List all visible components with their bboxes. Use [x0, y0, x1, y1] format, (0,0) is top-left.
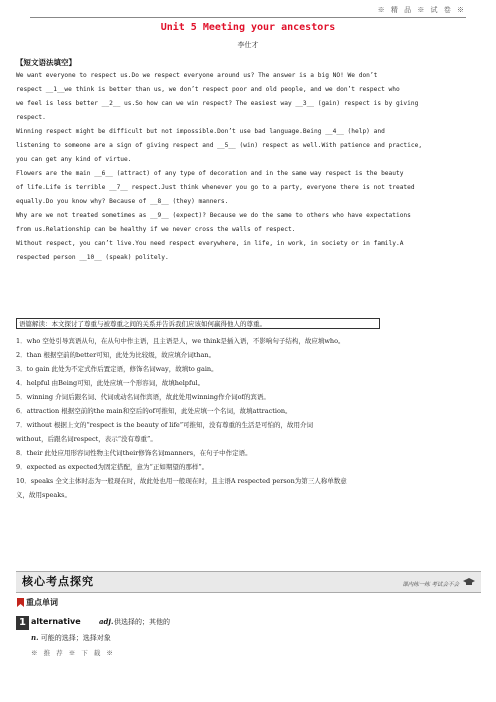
answer-line: 4．helpful 由Being可知，此处应填一个形容词，故填helpful。 [16, 379, 205, 387]
answer-line: 2．than 根据空前的better可知，此处为比较级，故应填介词than。 [16, 351, 216, 359]
section-title: 【短文语法填空】 [16, 58, 76, 67]
passage [16, 69, 481, 265]
answer-line: 7．without 根据上文的“respect is the beauty of life”可推知，没有尊重的生活是可怕的，故用介词 [16, 421, 314, 429]
author: 李仕才 [237, 41, 259, 49]
graduation-cap-icon [463, 576, 475, 588]
answer-line: 9．expected as expected为固定搭配，意为“正如期望的那样”。 [16, 463, 209, 471]
answer-line: 6．attraction 根据空前的the main和空后的of可推知，此处应填一个名词，故填attraction。 [16, 407, 292, 415]
passage-line: Winning respect might be difficult but not impossible.Don’t use bad language.Being __4__ (help) and [16, 128, 385, 135]
passage-line: respect. [16, 114, 46, 121]
header-divider [30, 17, 466, 18]
keyword-definition: 供选择的；其他的 [114, 618, 170, 626]
core-section-banner [16, 571, 481, 593]
keyword-number: 1 [16, 616, 29, 630]
passage-line: equally.Do you know why? Because of __8__ (they) manners. [16, 198, 229, 205]
keyword-pos: adj. [99, 617, 114, 626]
passage-line: respect __1__we think is better than us, we don’t respect poor and old people, and we don’t respect who [16, 86, 400, 93]
passage-line: listening to someone are a sign of giving respect and __5__ (win) respect as well.With patience and practice, [16, 142, 423, 149]
passage-line: Why are we not treated sometimes as __9__ (expect)? Because we do the same to others who have expectations [16, 212, 411, 219]
passage-line: of life.Life is terrible __7__ respect.Just think whenever you go to a party, everyone there is not treated [16, 184, 415, 191]
subheading: 重点单词 [26, 598, 58, 607]
answer-line: 10．speaks 全文主体时态为一般现在时，故此处也用一般现在时，且主语A respected person为第三人称单数意 [16, 477, 347, 485]
answer-line: 8．their 此处应用形容词性物主代词their修饰名词manners，在句子中作定语。 [16, 449, 252, 457]
banner-slogan: 课内练一练 考试会不会 [402, 582, 459, 588]
passage-line: Flowers are the main __6__ (attract) of any type of decoration and in the same way respect is the beauty [16, 170, 404, 177]
banner-title: 核心考点探究 [22, 575, 94, 588]
answer-key [16, 334, 481, 502]
keyword-definition2: 可能的选择；选择对象 [40, 634, 111, 642]
footer-watermark: ※ 推 荐 ※ 下 载 ※ [31, 649, 115, 657]
answer-line: 义，故用speaks。 [16, 491, 71, 499]
passage-line: Without respect, you can’t live.You need respect everywhere, in life, in work, in society or in family.A [16, 240, 404, 247]
keyword-word: alternative [31, 617, 81, 626]
passage-line: you can get any kind of virtue. [16, 156, 132, 163]
answer-line: without，后跟名词respect，表示“没有尊重”。 [16, 435, 157, 443]
bookmark-icon [17, 598, 24, 607]
keyword-pos2: n. [31, 633, 39, 642]
page-title: Unit 5 Meeting your ancestors [160, 22, 336, 33]
passage-line: we feel is less better __2__ us.So how can we win respect? The easiest way __3__ (gain) respect is by giving [16, 100, 419, 107]
answer-line: 5．winning 介词后跟名词、代词或动名词作宾语，故此处用winning作介词of的宾语。 [16, 393, 270, 401]
answer-line: 1．who 空处引导宾语从句，在从句中作主语，且主语是人，we think是插入语，不影响句子结构，故应填who。 [16, 337, 345, 345]
passage-line: We want everyone to respect us.Do we respect everyone around us? The answer is a big NO! We don’t [16, 72, 378, 79]
keyword-noun-line [31, 633, 111, 643]
passage-line: from us.Relationship can be healthy if we never cross the walls of respect. [16, 226, 296, 233]
header-watermark: ※ 精 品 ※ 试 卷 ※ [377, 6, 466, 14]
passage-line: respected person __10__ (speak) politely. [16, 254, 169, 261]
answer-line: 3．to gain 此处为不定式作后置定语，修饰名词way，故填to gain。 [16, 365, 218, 373]
discourse-note: 语篇解读：本文探讨了尊重与被尊重之间的关系并告诉我们应该如何赢得他人的尊重。 [16, 318, 380, 329]
